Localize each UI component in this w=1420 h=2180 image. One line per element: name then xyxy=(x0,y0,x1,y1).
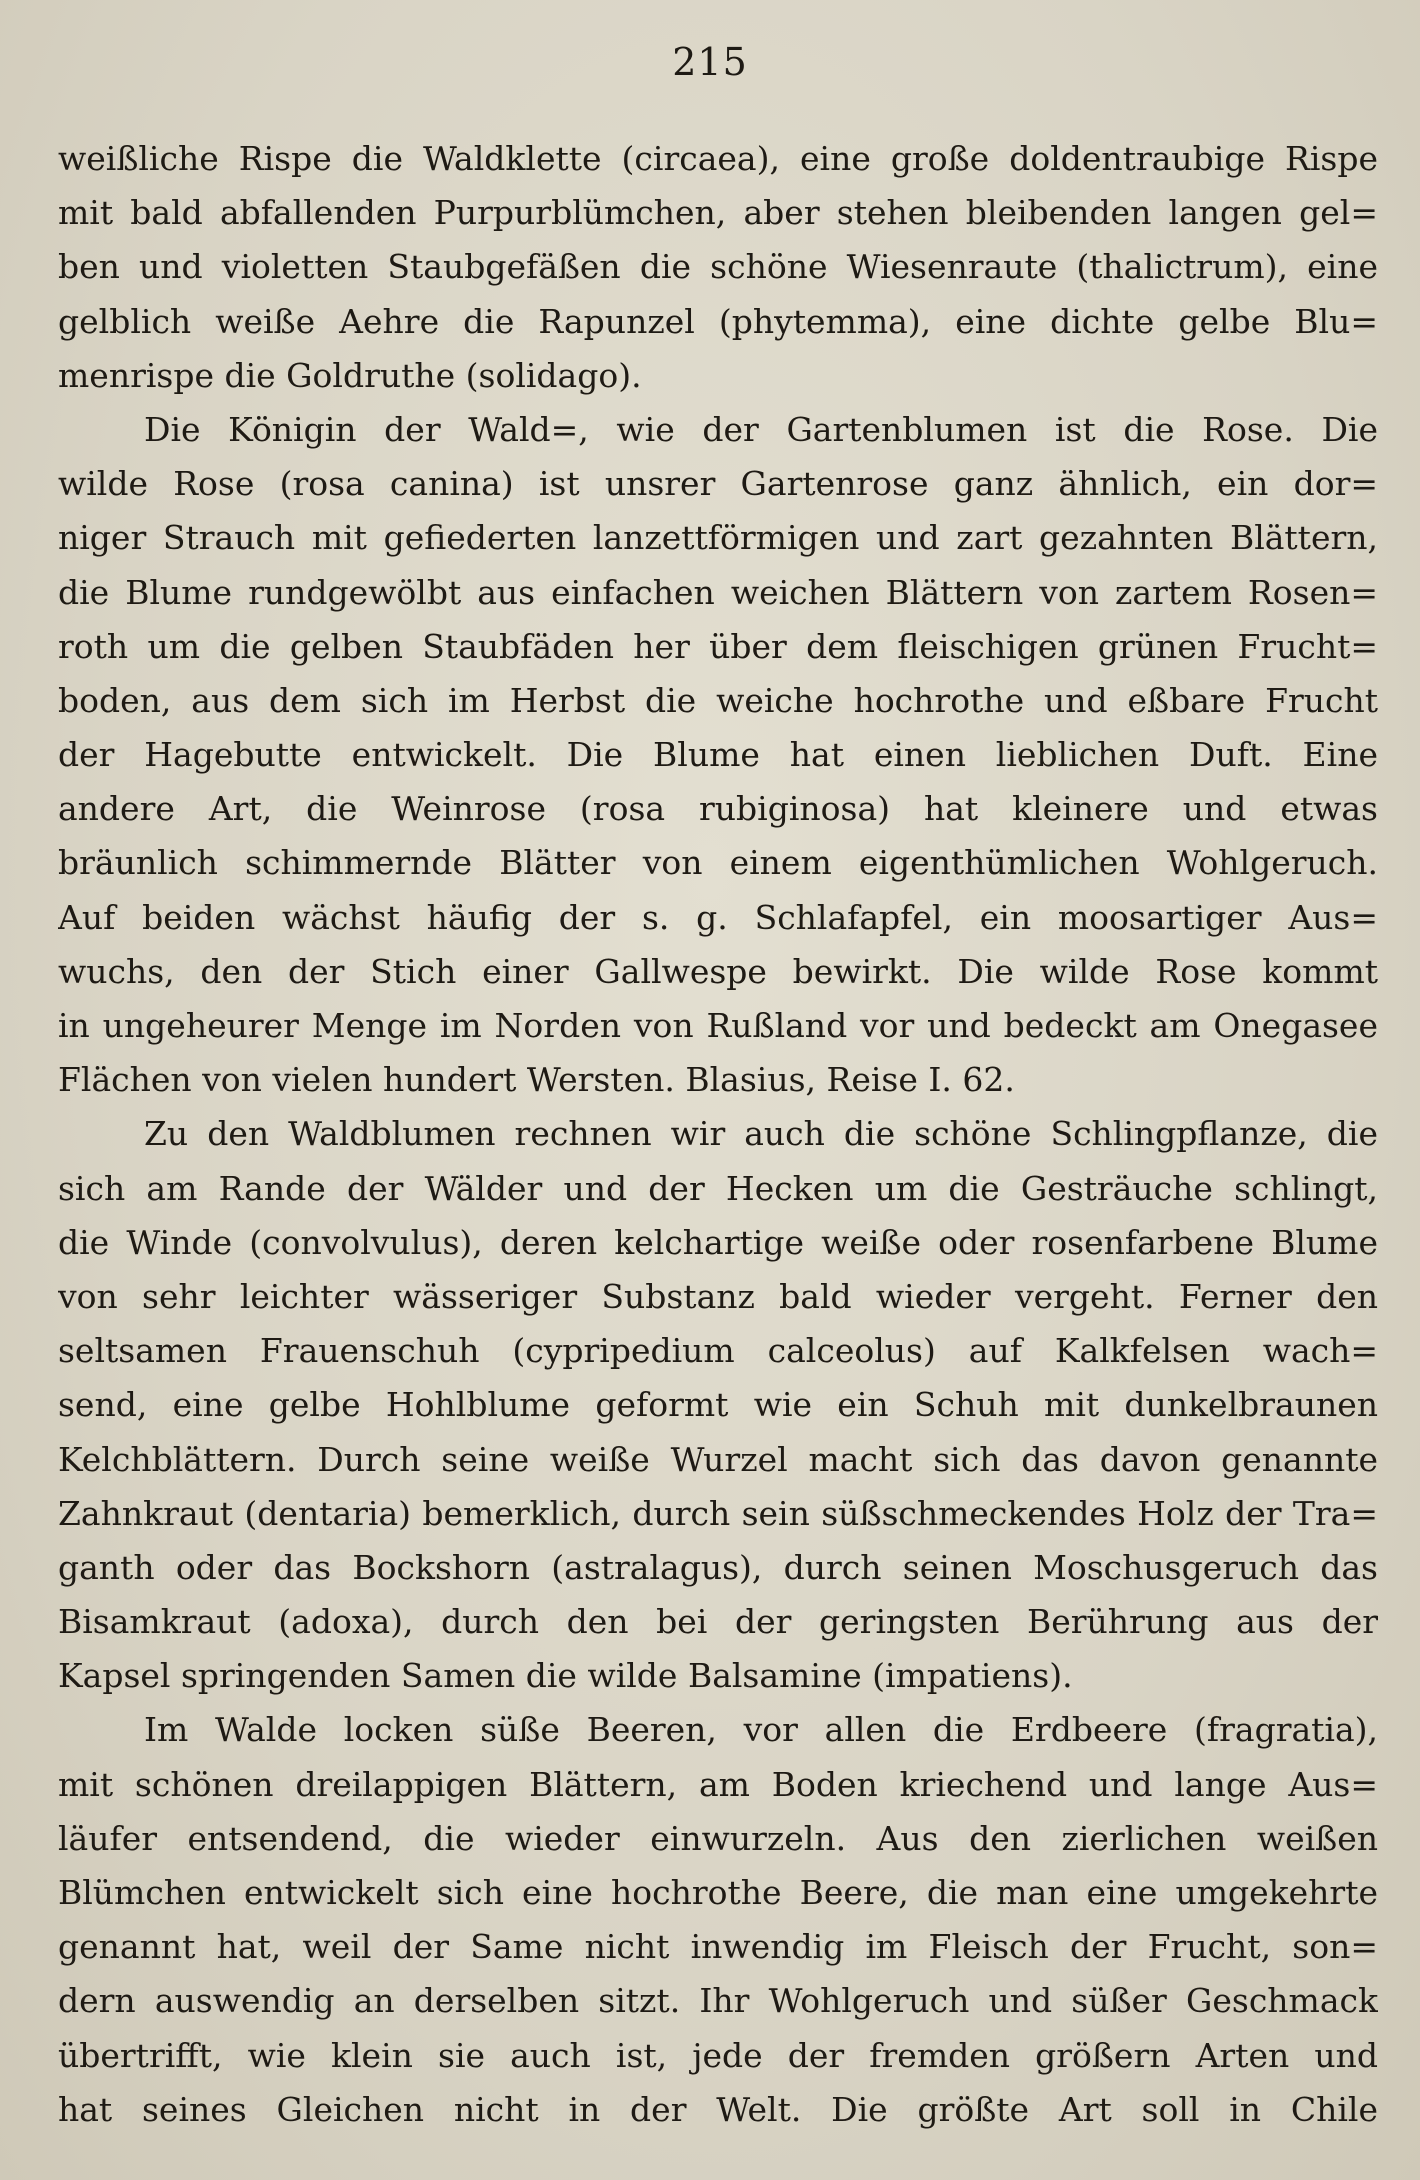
text-line: läufer entsendend, die wieder einwurzeln. Aus den zierlichen weißen xyxy=(58,1818,1378,1858)
text-line: sich am Rande der Wälder und der Hecken um die Gesträuche schlingt, xyxy=(58,1168,1378,1208)
text-line: Im Walde locken süße Beeren, vor allen die Erdbeere (fragratia), xyxy=(144,1710,1378,1750)
text-line: von sehr leichter wässeriger Substanz bald wieder vergeht. Ferner den xyxy=(58,1276,1378,1316)
text-line: gelblich weiße Aehre die Rapunzel (phytemma), eine dichte gelbe Blu= xyxy=(58,301,1378,341)
text-line: Flächen von vielen hundert Wersten. Blasius, Reise I. 62. xyxy=(58,1060,1015,1100)
text-line: weißliche Rispe die Waldklette (circaea), eine große doldentraubige Rispe xyxy=(58,139,1378,178)
text-line: bräunlich schimmernde Blätter von einem eigenthümlichen Wohlgeruch. xyxy=(58,843,1378,883)
text-line: roth um die gelben Staubfäden her über dem fleischigen grünen Frucht= xyxy=(58,626,1378,666)
paragraph xyxy=(58,1107,1378,1703)
paragraph xyxy=(58,132,1378,403)
text-line: Auf beiden wächst häufig der s. g. Schlafapfel, ein moosartiger Aus= xyxy=(58,897,1378,937)
text-line: Zahnkraut (dentaria) bemerklich, durch sein süßschmeckendes Holz der Tra= xyxy=(58,1493,1378,1533)
text-line: genannt hat, weil der Same nicht inwendig im Fleisch der Frucht, son= xyxy=(58,1927,1378,1967)
text-line: die Winde (convolvulus), deren kelchartige weiße oder rosenfarbene Blume xyxy=(58,1222,1378,1262)
text-line: übertrifft, wie klein sie auch ist, jede der fremden größern Arten und xyxy=(58,2035,1378,2075)
text-line: mit schönen dreilappigen Blättern, am Boden kriechend und lange Aus= xyxy=(58,1764,1378,1804)
text-line: wilde Rose (rosa canina) ist unsrer Gartenrose ganz ähnlich, ein dor= xyxy=(58,464,1378,504)
text-line: seltsamen Frauenschuh (cypripedium calceolus) auf Kalkfelsen wach= xyxy=(58,1331,1378,1371)
text-line: dern auswendig an derselben sitzt. Ihr Wohlgeruch und süßer Geschmack xyxy=(58,1981,1378,2021)
text-line: ben und violetten Staubgefäßen die schöne Wiesenraute (thalictrum), eine xyxy=(58,247,1378,287)
text-line: in ungeheurer Menge im Norden von Rußland vor und bedeckt am Onegasee xyxy=(58,1006,1378,1045)
text-line: wuchs, den der Stich einer Gallwespe bewirkt. Die wilde Rose kommt xyxy=(58,951,1378,991)
text-line: Die Königin der Wald=, wie der Gartenblumen ist die Rose. Die xyxy=(144,409,1378,449)
paragraph xyxy=(58,403,1378,1107)
text-line: Kapsel springenden Samen die wilde Balsamine (impatiens). xyxy=(58,1656,1073,1696)
text-line: ganth oder das Bockshorn (astralagus), durch seinen Moschusgeruch das xyxy=(58,1547,1378,1587)
text-line: hat seines Gleichen nicht in der Welt. Die größte Art soll in Chile xyxy=(58,2089,1378,2129)
paragraph xyxy=(58,1703,1378,2137)
text-line: Zu den Waldblumen rechnen wir auch die schöne Schlingpflanze, die xyxy=(144,1114,1378,1154)
text-line: menrispe die Goldruthe (solidago). xyxy=(58,355,642,395)
text-line: Kelchblättern. Durch seine weiße Wurzel macht sich das davon genannte xyxy=(58,1439,1378,1479)
text-line: boden, aus dem sich im Herbst die weiche hochrothe und eßbare Frucht xyxy=(58,680,1378,720)
page-number: 215 xyxy=(672,40,748,84)
text-line: der Hagebutte entwickelt. Die Blume hat einen lieblichen Duft. Eine xyxy=(58,735,1378,775)
text-line: send, eine gelbe Hohlblume geformt wie ein Schuh mit dunkelbraunen xyxy=(58,1385,1378,1425)
body-text xyxy=(58,132,1378,2137)
text-line: Blümchen entwickelt sich eine hochrothe Beere, die man eine umgekehrte xyxy=(58,1873,1378,1912)
text-line: die Blume rundgewölbt aus einfachen weichen Blättern von zartem Rosen= xyxy=(58,572,1378,612)
text-line: mit bald abfallenden Purpurblümchen, aber stehen bleibenden langen gel= xyxy=(58,193,1378,233)
text-line: Bisamkraut (adoxa), durch den bei der geringsten Berührung aus der xyxy=(58,1602,1378,1642)
text-line: niger Strauch mit gefiederten lanzettförmigen und zart gezahnten Blättern, xyxy=(58,518,1378,558)
text-line: andere Art, die Weinrose (rosa rubiginosa) hat kleinere und etwas xyxy=(58,789,1378,829)
